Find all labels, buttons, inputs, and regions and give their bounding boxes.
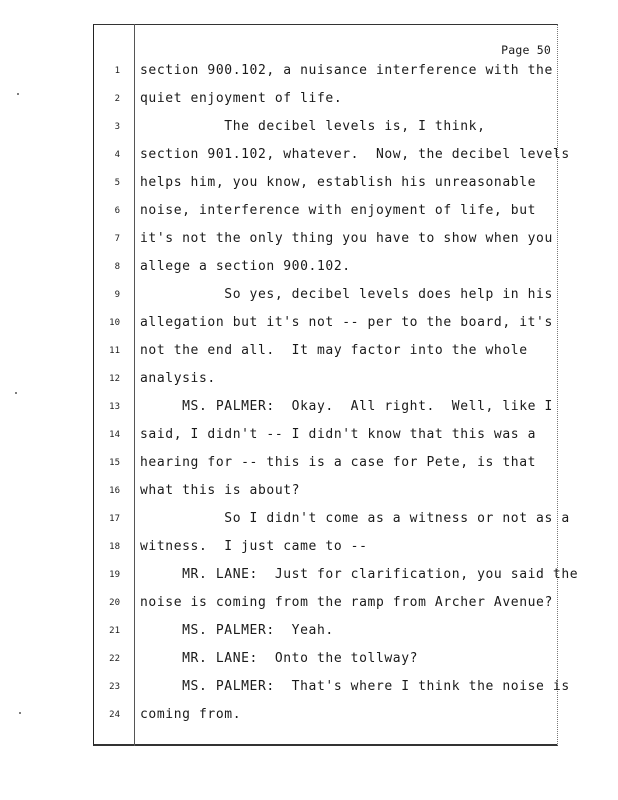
line-text: So yes, decibel levels does help in his: [140, 287, 553, 302]
line-number: 19: [109, 570, 120, 580]
line-text: MS. PALMER: That's where I think the noise is: [140, 679, 570, 694]
line-number: 15: [109, 458, 120, 468]
line-number: 9: [114, 290, 120, 300]
line-text: not the end all. It may factor into the whole: [140, 343, 528, 358]
transcript-line: [0, 257, 618, 277]
line-text: section 901.102, whatever. Now, the decibel levels: [140, 147, 570, 162]
line-number: 11: [109, 346, 120, 356]
transcript-line: [0, 61, 618, 81]
line-text: coming from.: [140, 707, 242, 722]
page-number: Page 50: [501, 43, 551, 57]
line-text: said, I didn't -- I didn't know that this was a: [140, 427, 537, 442]
line-number: 14: [109, 430, 120, 440]
line-text: quiet enjoyment of life.: [140, 91, 343, 106]
scan-speck: [15, 392, 17, 394]
line-number: 17: [109, 514, 120, 524]
line-number: 24: [109, 710, 120, 720]
line-number: 22: [109, 654, 120, 664]
transcript-line: [0, 649, 618, 669]
line-text: witness. I just came to --: [140, 539, 368, 554]
transcript-line: [0, 481, 618, 501]
line-number: 5: [114, 178, 120, 188]
line-text: noise, interference with enjoyment of life, but: [140, 203, 537, 218]
line-text: what this is about?: [140, 483, 301, 498]
transcript-line: [0, 677, 618, 697]
line-number: 18: [109, 542, 120, 552]
line-text: MR. LANE: Just for clarification, you said the: [140, 567, 579, 582]
transcript-line: [0, 425, 618, 445]
transcript-line: [0, 621, 618, 641]
line-number: 2: [114, 94, 120, 104]
line-number: 16: [109, 486, 120, 496]
line-number: 4: [114, 150, 120, 160]
line-text: MR. LANE: Onto the tollway?: [140, 651, 419, 666]
transcript-line: [0, 453, 618, 473]
transcript-line: [0, 537, 618, 557]
line-text: MS. PALMER: Okay. All right. Well, like I: [140, 399, 553, 414]
line-number: 1: [114, 66, 120, 76]
line-number: 21: [109, 626, 120, 636]
transcript-line: [0, 285, 618, 305]
transcript-line: [0, 173, 618, 193]
transcript-line: [0, 341, 618, 361]
line-text: allegation but it's not -- per to the board, it's: [140, 315, 553, 330]
line-text: So I didn't come as a witness or not as a: [140, 511, 570, 526]
transcript-line: [0, 89, 618, 109]
line-number: 13: [109, 402, 120, 412]
line-text: MS. PALMER: Yeah.: [140, 623, 334, 638]
line-number: 10: [109, 318, 120, 328]
transcript-line: [0, 593, 618, 613]
line-text: it's not the only thing you have to show when you: [140, 231, 553, 246]
transcript-line: [0, 565, 618, 585]
transcript-line: [0, 705, 618, 725]
line-number: 6: [114, 206, 120, 216]
transcript-line: [0, 509, 618, 529]
line-text: helps him, you know, establish his unreasonable: [140, 175, 537, 190]
line-number: 12: [109, 374, 120, 384]
transcript-line: [0, 229, 618, 249]
line-text: analysis.: [140, 371, 216, 386]
transcript-line: [0, 117, 618, 137]
line-text: section 900.102, a nuisance interference with the: [140, 63, 553, 78]
transcript-line: [0, 145, 618, 165]
line-text: allege a section 900.102.: [140, 259, 351, 274]
line-number: 3: [114, 122, 120, 132]
transcript-line: [0, 397, 618, 417]
line-number: 23: [109, 682, 120, 692]
transcript-line: [0, 201, 618, 221]
scan-speck: [19, 712, 21, 714]
line-number: 7: [114, 234, 120, 244]
line-number: 20: [109, 598, 120, 608]
line-number: 8: [114, 262, 120, 272]
line-text: hearing for -- this is a case for Pete, is that: [140, 455, 537, 470]
scan-speck: [17, 93, 19, 95]
line-text: noise is coming from the ramp from Archer Avenue?: [140, 595, 553, 610]
transcript-line: [0, 369, 618, 389]
line-text: The decibel levels is, I think,: [140, 119, 486, 134]
transcript-line: [0, 313, 618, 333]
